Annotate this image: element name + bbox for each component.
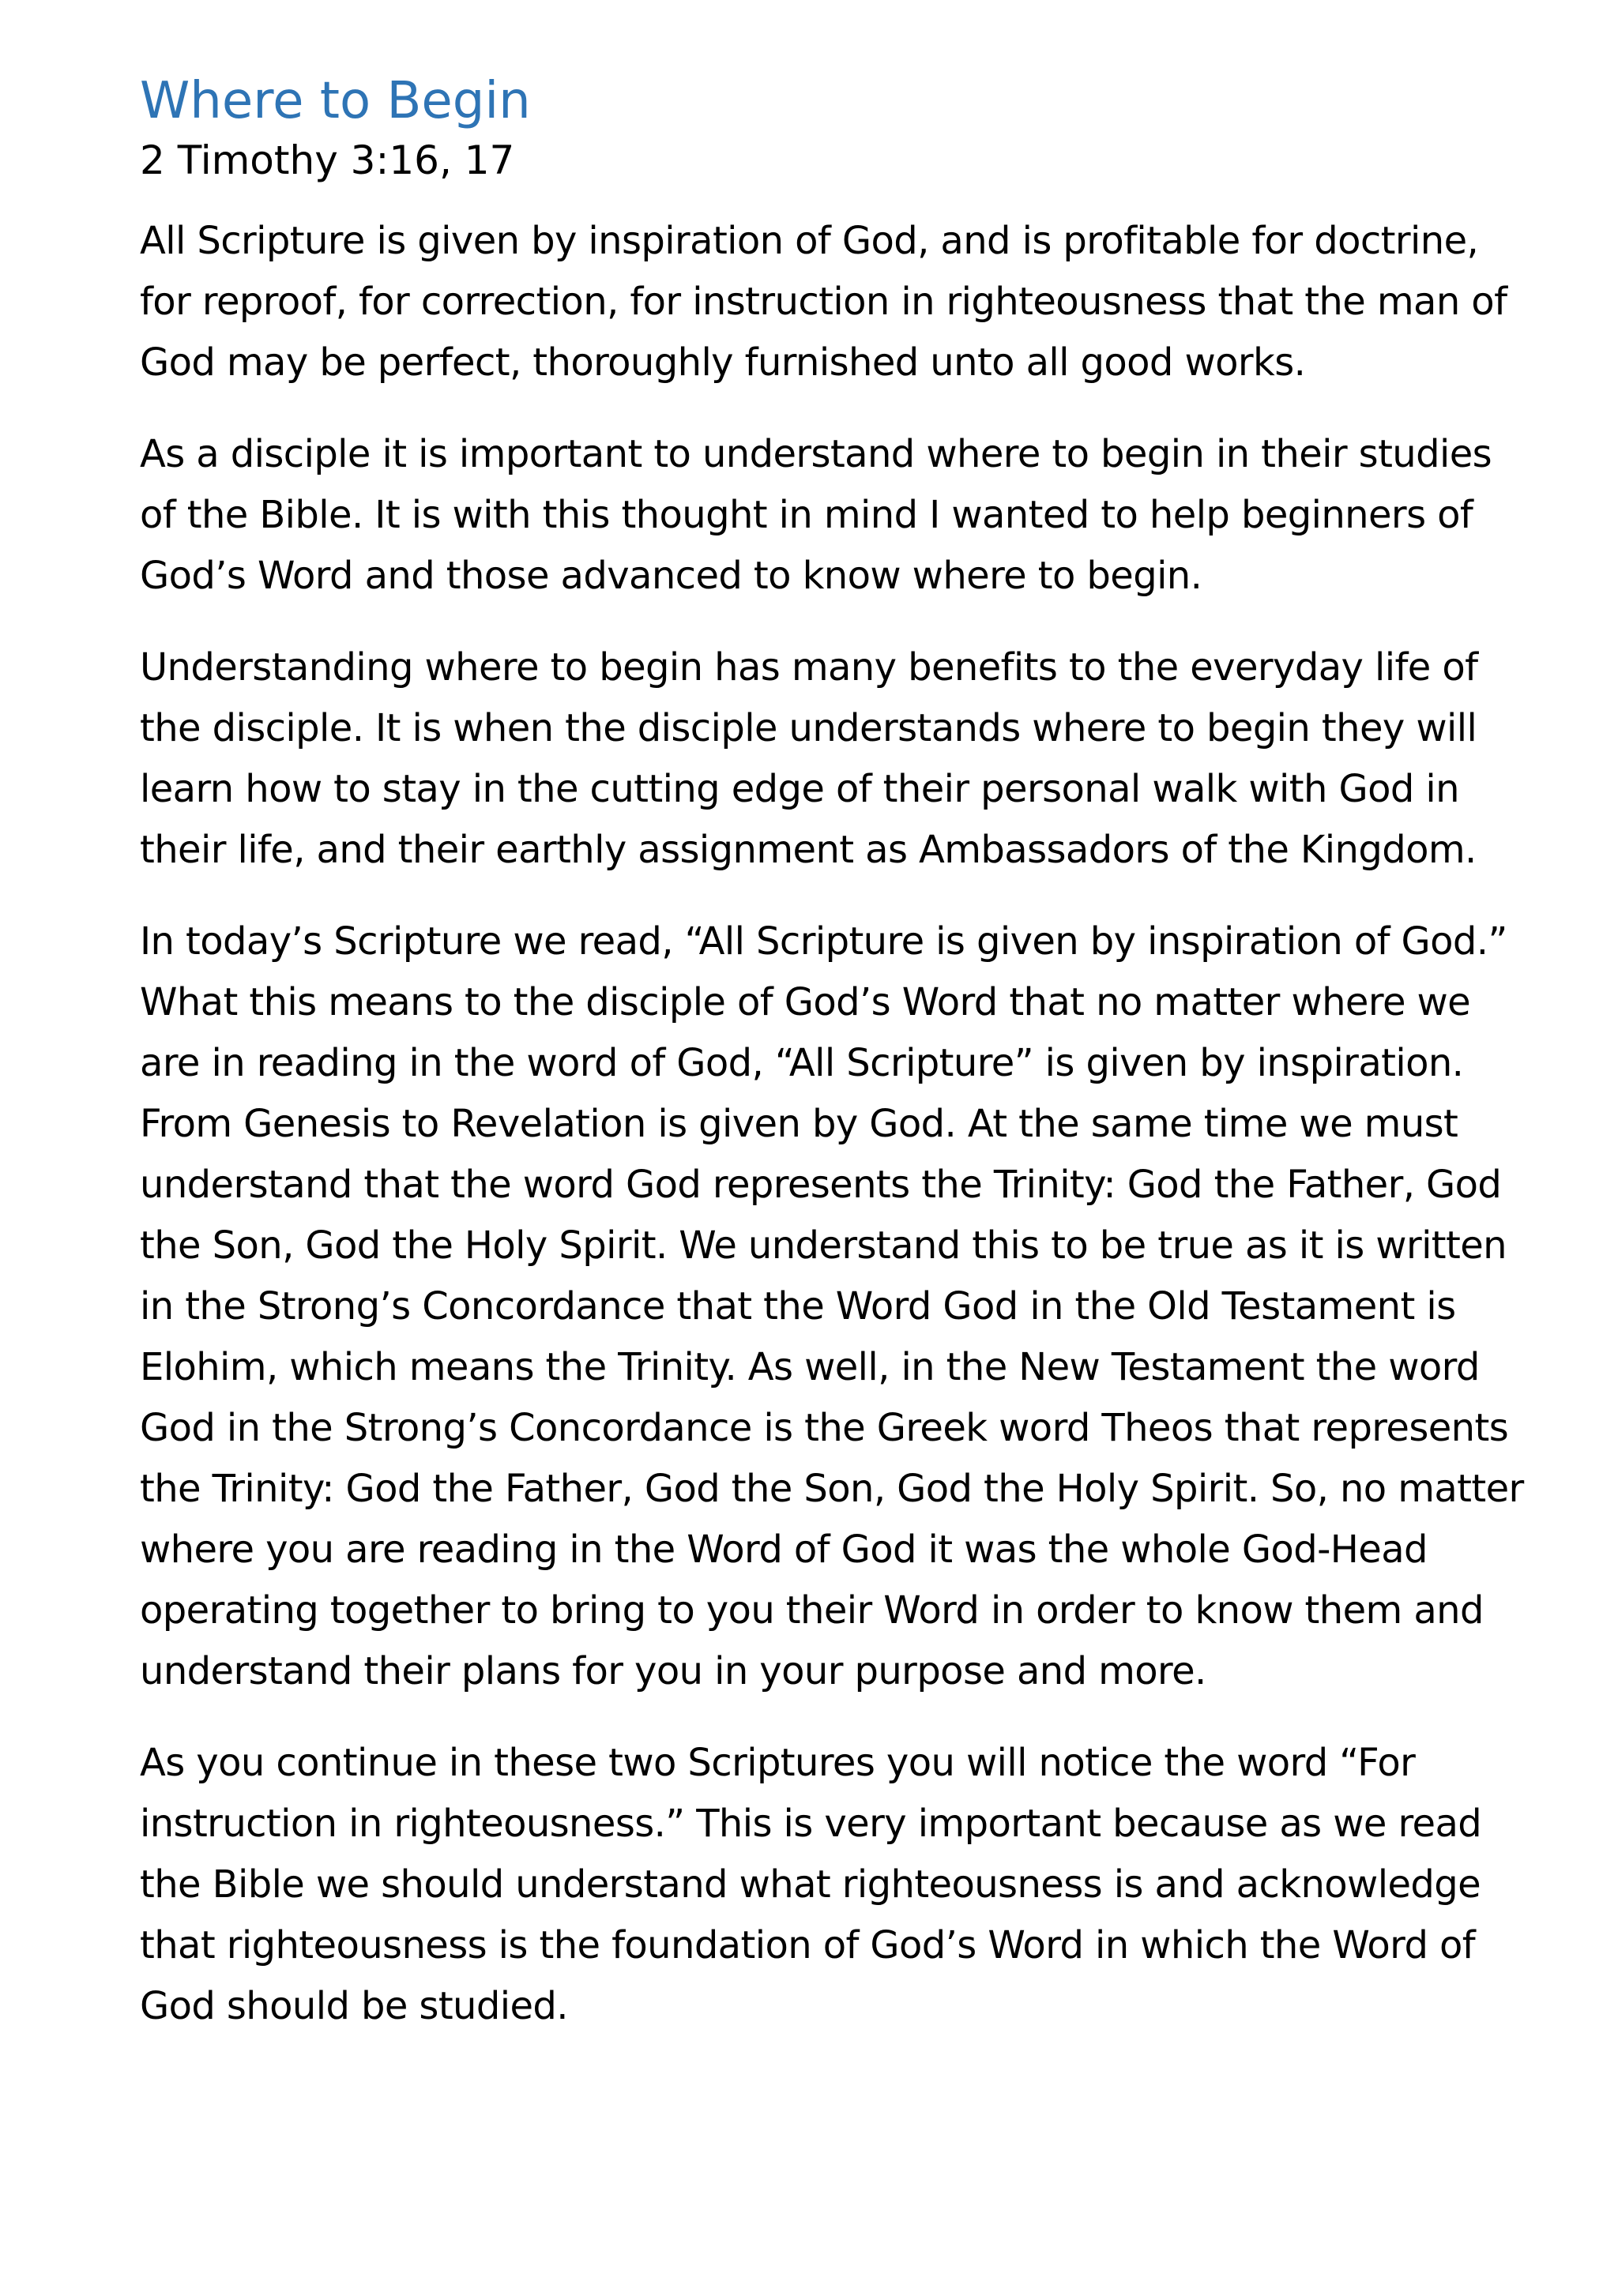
paragraph-scripture-quote: All Scripture is given by inspiration of God, and is profitable for doctrine, for reproof, for correction, for instruction in righteousness that the man of God may be perfect, thoroughly furnished unto all good works. bbox=[140, 219, 1507, 385]
paragraph-benefits: Understanding where to begin has many benefits to the everyday life of the disciple. It is when the disciple understands where to begin they will learn how to stay in the cutting edge of their personal walk with God in their life, and their earthly assignment as Ambassadors of the Kingdom. bbox=[140, 645, 1478, 873]
paragraph-introduction: As a disciple it is important to understand where to begin in their studies of the Bible. It is with this thought in mind I wanted to help beginners of God’s Word and those advanced to know where to begin. bbox=[140, 432, 1492, 599]
paragraph-inspiration: In today’s Scripture we read, “All Scripture is given by inspiration of God.” What this means to the disciple of God’s Word that no matter where we are in reading in the word of God, “All Scripture” is given by inspiration. From Genesis to Revelation is given by God. At the same time we must understand that the word God represents the Trinity: God the Father, God the Son, God the Holy Spirit. We understand this to be true as it is written in the Strong’s Concordance that the Word God in the Old Testament is Elohim, which means the Trinity. As well, in the New Testament the word God in the Strong’s Concordance is the Greek word Theos that represents the Trinity: God the Father, God the Son, God the Holy Spirit. So, no matter where you are reading in the Word of God it was the whole God-Head operating together to bring to you their Word in order to know them and understand their plans for you in your purpose and more. bbox=[140, 919, 1524, 1694]
paragraph-righteousness: As you continue in these two Scriptures you will notice the word “For instruction in righteousness.” This is very important because as we read the Bible we should understand what righteousness is and acknowledge that righteousness is the foundation of God’s Word in which the Word of God should be studied. bbox=[140, 1741, 1482, 2029]
scripture-reference: 2 Timothy 3:16, 17 bbox=[140, 137, 515, 183]
page-title: Where to Begin bbox=[140, 72, 531, 130]
